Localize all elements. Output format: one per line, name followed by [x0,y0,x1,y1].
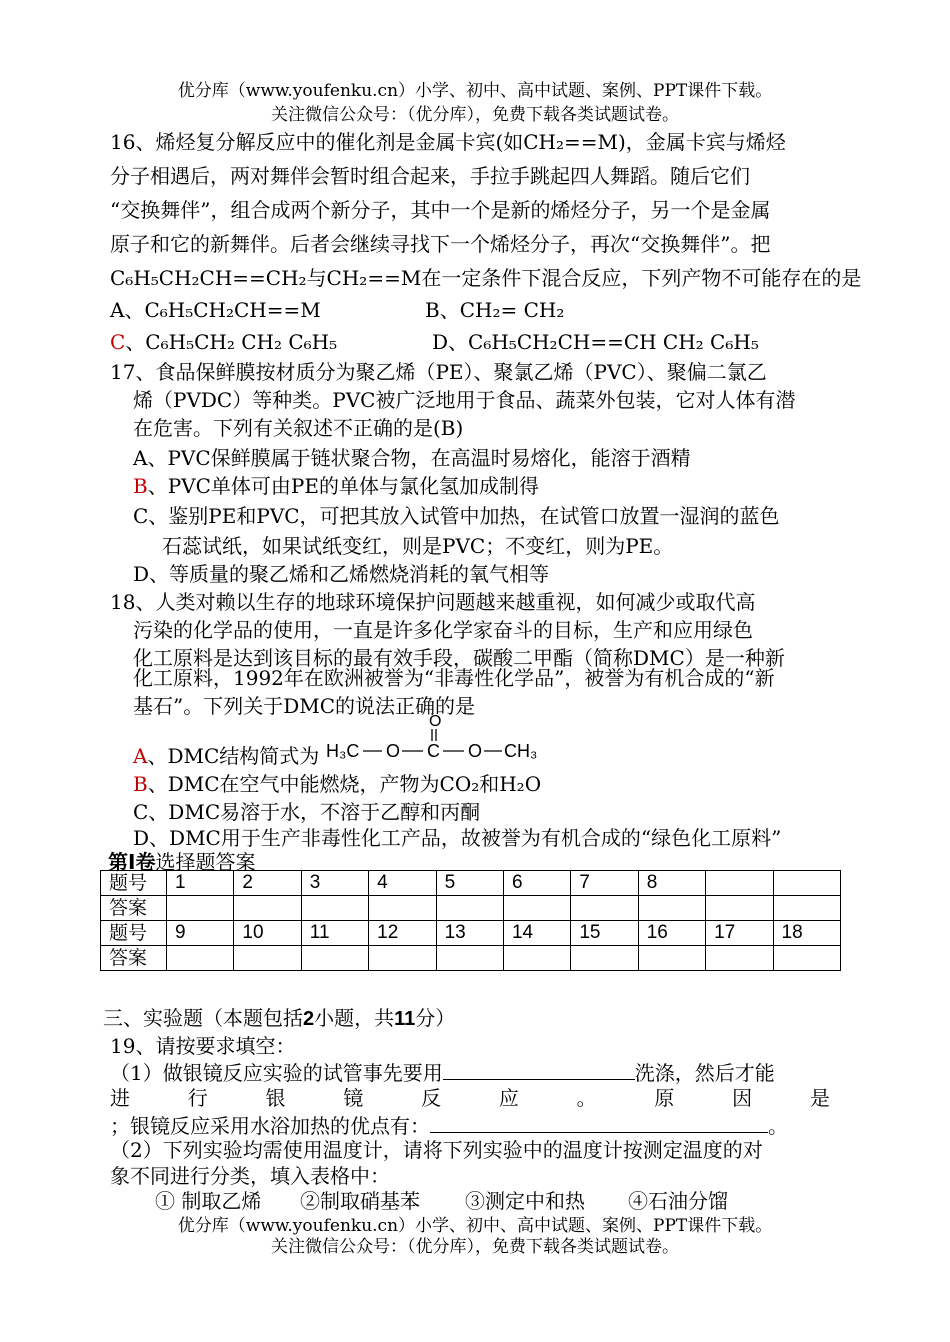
section3-title-b: 小题，共 [314,1006,395,1030]
answer-cell[interactable] [638,896,705,921]
q17-line-1: 17、食品保鲜膜按材质分为聚乙烯（PE）、聚氯乙烯（PVC）、聚偏二氯乙 [110,360,767,384]
wash-reagent-blank[interactable] [443,1061,635,1080]
table-cell-num: 4 [369,871,436,896]
table-cell-num: 14 [503,921,570,946]
answer-cell[interactable] [706,896,773,921]
table-cell-num: 12 [369,921,436,946]
answer-table-row-ans-1 [101,896,841,921]
answer-cell[interactable] [234,946,301,971]
justified-char: 银 [265,1086,286,1110]
answer-table-row-num-2 [101,921,841,946]
q17-line-2: 烯（PVDC）等种类。PVC被广泛地用于食品、蔬菜外包装，它对人体有潜 [133,388,796,412]
answer-cell[interactable] [369,946,436,971]
q16-option-b: B、CH₂= CH₂ [425,298,565,322]
q17-option-a: A、PVC保鲜膜属于链状聚合物，在高温时易熔化，能溶于酒精 [133,446,691,470]
q16-option-d: D、C₆H₅CH₂CH==CH CH₂ C₆H₅ [432,330,759,354]
table-label-ans: 答案 [101,946,167,971]
table-cell-num: 11 [301,921,368,946]
justified-char: 因 [732,1086,753,1110]
footer-line-2: 关注微信公众号：（优分库），免费下载各类试题试卷。 [271,1237,679,1257]
q17-option-b [133,470,539,499]
q17-line-3: 在危害。下列有关叙述不正确的是(B) [133,416,464,440]
table-cell-num: 9 [167,921,234,946]
section3-title [103,1002,455,1031]
table-cell-num: 3 [301,871,368,896]
justified-char: 。 [576,1086,597,1110]
q18-option-c: C、DMC易溶于水，不溶于乙醇和丙酮 [133,800,481,824]
experiment-item-3: ③测定中和热 [465,1189,585,1213]
justified-char: 进 [110,1086,130,1110]
table-label-num: 题号 [101,871,167,896]
q18-line-1: 18、人类对赖以生存的地球环境保护问题越来越重视，如何减少或取代高 [110,590,756,614]
q17-option-d: D、等质量的聚乙烯和乙烯燃烧消耗的氧气相等 [133,562,550,586]
q17-option-c-line-2: 石蕊试纸，如果试纸变红，则是PVC；不变红，则为PE。 [162,534,674,558]
q18-line-5: 基石”。下列关于DMC的说法正确的是 [133,694,476,718]
q16-option-a: A、C₆H₅CH₂CH==M [110,298,321,322]
answer-cell[interactable] [167,946,234,971]
q18-option-b [133,768,541,797]
formula-o1: O [386,741,401,761]
answer-table-row-ans-2 [101,946,841,971]
q16-line-3: “交换舞伴”，组合成两个新分子，其中一个是新的烯烃分子，另一个是金属 [110,198,771,222]
q17-option-c-line-1: C、鉴别PE和PVC，可把其放入试管中加热，在试管口放置一湿润的蓝色 [133,504,780,528]
table-cell-num: 13 [436,921,503,946]
formula-ch3: CH₃ [504,741,538,761]
q18-line-2: 污染的化学品的使用，一直是许多化学家奋斗的目标，生产和应用绿色 [133,618,753,642]
q19-part1-text-d: 。 [768,1114,788,1138]
answer-cell[interactable] [301,896,368,921]
justified-char: 镜 [343,1086,364,1110]
answer-table-title-bold: 第Ⅰ卷 [108,852,156,874]
q16-line-5: C₆H₅CH₂CH==CH₂与CH₂==M在一定条件下混合反应，下列产物不可能存在的是 [110,266,862,290]
experiment-item-4: ④石油分馏 [628,1189,728,1213]
table-cell-num: 10 [234,921,301,946]
q18-option-a-letter: A [133,744,148,768]
q19-part2-line-1: （2）下列实验均需使用温度计，请将下列实验中的温度计按测定温度的对 [110,1138,763,1162]
table-cell-num: 7 [571,871,638,896]
q18-option-d: D、DMC用于生产非毒性化工产品，故被誉为有机合成的“绿色化工原料” [133,826,782,850]
q19-title: 19、请按要求填空： [110,1034,296,1058]
q16-line-4: 原子和它的新舞伴。后者会继续寻找下一个烯烃分子，再次“交换舞伴”。把 [110,232,771,256]
answer-cell[interactable] [436,896,503,921]
table-cell-num [706,871,773,896]
answer-cell[interactable] [773,946,840,971]
q19-part1-text-c: ；银镜反应采用水浴加热的优点有： [110,1114,430,1138]
header-line-2: 关注微信公众号：（优分库），免费下载各类试题试卷。 [271,105,679,125]
q16-line-2: 分子相遇后，两对舞伴会暂时组合起来，手拉手跳起四人舞蹈。随后它们 [110,164,750,188]
footer-line-1: 优分库（www.youfenku.cn）小学、初中、高中试题、案例、PPT课件下载。 [177,1216,773,1236]
table-cell-num: 15 [571,921,638,946]
q18-option-a-text: 、DMC结构简式为 [147,744,320,768]
justified-char: 是 [809,1086,830,1110]
justified-char: 原 [654,1086,675,1110]
table-cell-num: 16 [638,921,705,946]
answer-table-row-num-1 [101,871,841,896]
answer-cell[interactable] [301,946,368,971]
answer-table-title-text: 选择题答案 [155,850,256,874]
formula-h3c: H₃C [326,741,360,761]
table-cell-num [773,871,840,896]
answer-table [100,870,841,971]
header-line-1: 优分库（www.youfenku.cn）小学、初中、高中试题、案例、PPT课件下载。 [177,81,773,101]
q17-option-b-letter: B [133,474,148,498]
section3-title-a: 三、实验题（本题包括 [103,1006,303,1030]
q19-part1-text-b: 洗涤，然后才能 [634,1061,775,1085]
justified-char: 反 [421,1086,442,1110]
q16-option-c [110,326,337,355]
justified-char: 行 [187,1086,208,1110]
answer-cell[interactable] [571,896,638,921]
q19-part2-line-2: 象不同进行分类，填入表格中： [110,1164,390,1188]
water-bath-advantage-blank[interactable] [430,1114,768,1133]
dmc-structure-formula [326,712,546,762]
q19-part1-line-2 [110,1082,830,1111]
q19-part1-text-a: （1）做银镜反应实验的试管事先要用 [110,1061,443,1085]
table-cell-num: 2 [234,871,301,896]
table-cell-num: 17 [706,921,773,946]
table-cell-num: 18 [773,921,840,946]
answer-cell[interactable] [503,896,570,921]
section3-title-c: 分） [415,1006,456,1030]
q16-option-c-letter: C [110,330,126,354]
answer-cell[interactable] [436,946,503,971]
q16-line-1: 16、烯烃复分解反应中的催化剂是金属卡宾(如CH₂==M)，金属卡宾与烯烃 [110,130,786,154]
answer-cell[interactable] [167,896,234,921]
answer-cell[interactable] [503,946,570,971]
formula-o2: O [468,741,483,761]
experiment-item-1: ① 制取乙烯 [155,1189,262,1213]
experiment-item-2: ②制取硝基苯 [300,1189,420,1213]
table-label-num: 题号 [101,921,167,946]
q18-option-a [133,740,319,769]
answer-cell[interactable] [638,946,705,971]
answer-cell[interactable] [706,946,773,971]
q17-option-b-text: 、PVC单体可由PE的单体与氯化氢加成制得 [147,474,539,498]
q18-line-4: 化工原料，1992年在欧洲被誉为“非毒性化学品”，被誉为有机合成的“新 [133,666,775,690]
justified-char: 应 [498,1086,519,1110]
table-label-ans: 答案 [101,896,167,921]
formula-c: C [427,741,440,761]
formula-top-o: O [429,713,442,730]
table-cell-num: 8 [638,871,705,896]
table-cell-num: 5 [436,871,503,896]
section3-title-n1: 2 [303,1008,315,1030]
answer-cell[interactable] [773,896,840,921]
answer-cell[interactable] [234,896,301,921]
q18-option-b-text: 、DMC在空气中能燃烧，产物为CO₂和H₂O [147,772,542,796]
answer-cell[interactable] [571,946,638,971]
q18-option-b-letter: B [133,772,148,796]
q18-line-3: 化工原料是达到该目标的最有效手段，碳酸二甲酯（简称DMC）是一种新 [133,646,785,670]
q16-option-c-text: 、C₆H₅CH₂ CH₂ C₆H₅ [125,330,338,354]
table-cell-num: 6 [503,871,570,896]
answer-cell[interactable] [369,896,436,921]
section3-title-n2: 11 [394,1008,416,1030]
table-cell-num: 1 [167,871,234,896]
